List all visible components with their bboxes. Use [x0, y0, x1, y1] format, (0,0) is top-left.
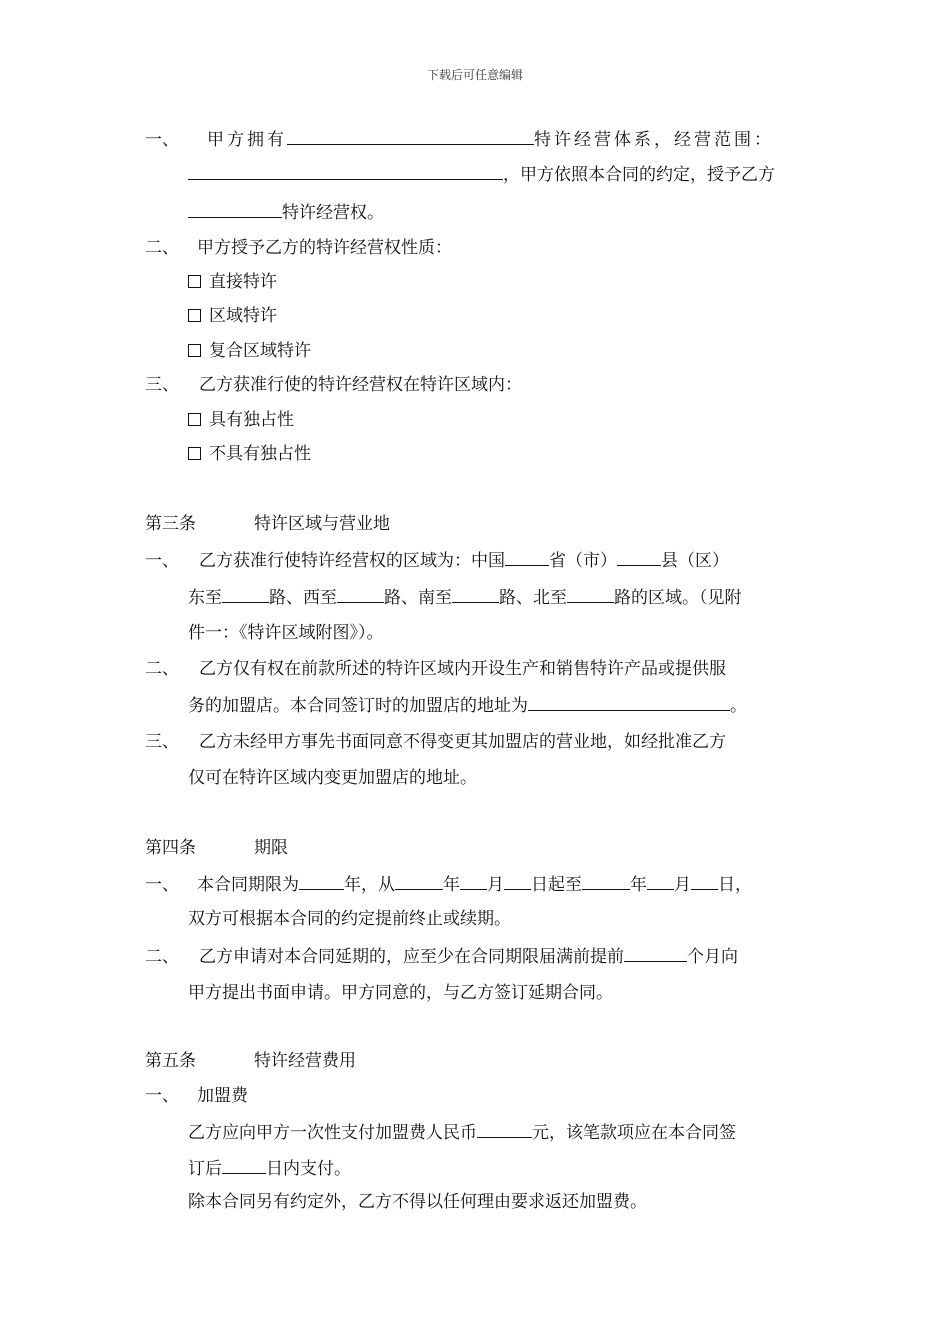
option-label: 不具有独占性	[209, 444, 311, 464]
item-number: 二、	[145, 659, 179, 679]
item-text: 乙方仅有权在前款所述的特许区域内开设生产和销售特许产品或提供服	[199, 659, 726, 679]
blank-field[interactable]	[395, 872, 443, 890]
item-text: 年	[443, 875, 460, 895]
option-label: 复合区域特许	[209, 341, 311, 361]
item-number: 三、	[145, 732, 179, 752]
blank-field[interactable]	[188, 200, 282, 218]
article-number: 第四条	[145, 838, 196, 858]
blank-field[interactable]	[617, 548, 661, 566]
item-number: 一、	[145, 1086, 179, 1106]
item-number: 二、	[145, 947, 179, 967]
art4-item1-line2: 双方可根据本合同的约定提前终止或续期。	[188, 909, 511, 929]
item-text: 订后	[188, 1159, 222, 1179]
art5-p2: 除本合同另有约定外，乙方不得以任何理由要求返还加盟费。	[188, 1192, 647, 1212]
article-title: 特许经营费用	[254, 1051, 356, 1071]
checkbox[interactable]	[188, 309, 201, 322]
option-compound-regional[interactable]	[188, 340, 311, 362]
item-text: 路、南至	[384, 588, 452, 608]
art4-item1-line1	[145, 872, 752, 896]
option-non-exclusive[interactable]	[188, 443, 311, 465]
art5-p1-line2	[188, 1156, 351, 1180]
blank-field[interactable]	[624, 944, 687, 962]
item-number: 二、	[145, 238, 179, 258]
item-text: 乙方获准行使特许经营权的区域为：中国	[199, 551, 505, 571]
art3-item1-line1	[145, 548, 729, 572]
art3-item2-line1	[145, 658, 726, 680]
item-text: 元，该笔款项应在本合同签	[532, 1123, 736, 1143]
option-exclusive[interactable]	[188, 409, 294, 431]
blank-field[interactable]	[477, 1120, 532, 1138]
item-number: 一、	[145, 130, 179, 150]
option-regional[interactable]	[188, 305, 277, 327]
item-text: 路、北至	[499, 588, 567, 608]
article5-title	[145, 1050, 356, 1072]
item-number: 一、	[145, 551, 179, 571]
item-text: 省（市）	[549, 551, 617, 571]
option-label: 直接特许	[209, 272, 277, 292]
option-label: 区域特许	[209, 306, 277, 326]
item-text: 年	[630, 875, 647, 895]
option-label: 具有独占性	[209, 410, 294, 430]
blank-field[interactable]	[188, 162, 503, 180]
sec2-item1-line3	[188, 200, 384, 224]
article-title: 期限	[254, 838, 288, 858]
article-title: 特许区域与营业地	[254, 514, 390, 534]
checkbox[interactable]	[188, 413, 201, 426]
item-text: 乙方申请对本合同延期的，应至少在合同期限届满前提前	[199, 947, 624, 967]
item-text: 日内支付。	[266, 1159, 351, 1179]
item-text: 月	[674, 875, 691, 895]
sec2-item2	[145, 237, 452, 259]
article3-title	[145, 513, 390, 535]
art4-item2-line2: 甲方提出书面申请。甲方同意的，与乙方签订延期合同。	[188, 983, 613, 1003]
item-text: 特许经营体系，经营范围：	[534, 130, 774, 150]
item-text: 务的加盟店。本合同签订时的加盟店的地址为	[188, 696, 528, 716]
blank-field[interactable]	[299, 872, 344, 890]
article-number: 第三条	[145, 514, 196, 534]
blank-field[interactable]	[647, 872, 674, 890]
blank-field[interactable]	[567, 585, 614, 603]
blank-field[interactable]	[582, 872, 630, 890]
art3-item2-line2	[188, 693, 747, 717]
art4-item2-line1	[145, 944, 738, 968]
item-text: 加盟费	[197, 1086, 248, 1106]
article-number: 第五条	[145, 1051, 196, 1071]
sec2-item1-line1	[145, 127, 774, 151]
item-text: 本合同期限为	[197, 875, 299, 895]
sec2-item1-line2	[188, 162, 775, 186]
article4-title	[145, 837, 288, 859]
art3-item1-line2	[188, 585, 742, 609]
art3-item3-line2: 仅可在特许区域内变更加盟店的地址。	[188, 768, 477, 788]
blank-field[interactable]	[691, 872, 718, 890]
item-text: 路、西至	[269, 588, 337, 608]
item-text: 东至	[188, 588, 222, 608]
art5-p1-line1	[188, 1120, 736, 1144]
art5-item1-title	[145, 1085, 248, 1107]
blank-field[interactable]	[222, 1156, 266, 1174]
blank-field[interactable]	[287, 127, 534, 145]
blank-field[interactable]	[337, 585, 384, 603]
item-text: 乙方未经甲方事先书面同意不得变更其加盟店的营业地，如经批准乙方	[199, 732, 726, 752]
art3-item3-line1	[145, 731, 726, 753]
art3-item1-line3: 件一：《特许区域附图》）。	[188, 623, 384, 643]
item-text: 路的区域。（见附	[614, 588, 742, 608]
item-number: 一、	[145, 875, 179, 895]
item-text: 月	[487, 875, 504, 895]
blank-field[interactable]	[460, 872, 487, 890]
item-number: 三、	[145, 375, 179, 395]
item-text: 日起至	[531, 875, 582, 895]
item-text: 县（区）	[661, 551, 729, 571]
page-header: 下载后可任意编辑	[426, 68, 523, 82]
item-text: 个月向	[687, 947, 738, 967]
item-text: 甲方授予乙方的特许经营权性质：	[197, 238, 452, 258]
option-direct[interactable]	[188, 271, 277, 293]
item-text: 。	[730, 696, 747, 716]
blank-field[interactable]	[505, 548, 549, 566]
item-text: 乙方获准行使的特许经营权在特许区域内：	[199, 375, 522, 395]
item-text: 日，	[718, 875, 752, 895]
blank-field[interactable]	[222, 585, 269, 603]
blank-field[interactable]	[452, 585, 499, 603]
checkbox[interactable]	[188, 344, 201, 357]
checkbox[interactable]	[188, 447, 201, 460]
item-text: 特许经营权。	[282, 203, 384, 223]
item-text: 乙方应向甲方一次性支付加盟费人民币	[188, 1123, 477, 1143]
item-text: 年，从	[344, 875, 395, 895]
item-text: ，甲方依照本合同的约定，授予乙方	[503, 165, 775, 185]
blank-field[interactable]	[504, 872, 531, 890]
checkbox[interactable]	[188, 275, 201, 288]
sec2-item3	[145, 374, 522, 396]
item-text: 甲方拥有	[207, 130, 287, 150]
blank-field[interactable]	[528, 693, 730, 711]
